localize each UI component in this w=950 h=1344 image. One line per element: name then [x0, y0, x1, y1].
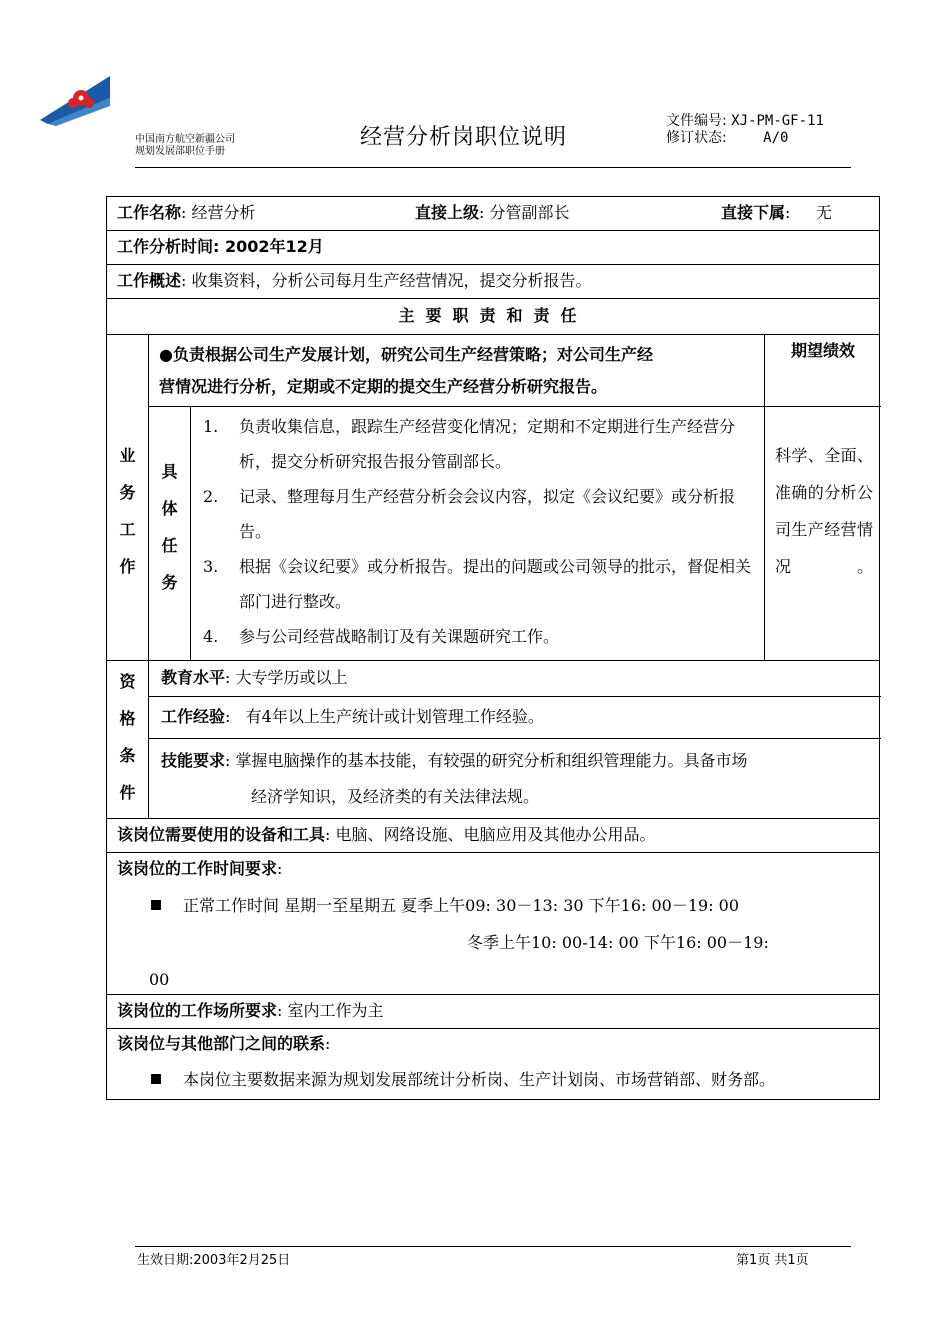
- experience-row: 工作经验: 有4年以上生产统计或计划管理工作经验。: [149, 697, 881, 739]
- list-item: [203, 409, 756, 479]
- job-description-table: [106, 196, 880, 1100]
- qualifications-label: [107, 661, 149, 818]
- education-value: 大专学历或以上: [235, 668, 348, 687]
- equipment-label: 该岗位需要使用的设备和工具: [117, 825, 326, 844]
- overview-row: 工作概述: 收集资料，分析公司每月生产经营情况，提交分析报告。: [107, 265, 879, 299]
- workplace-row: 该岗位的工作场所要求: 室内工作为主: [107, 995, 879, 1029]
- relations-row: [107, 1029, 879, 1099]
- airline-kapok-logo-icon: [40, 76, 110, 126]
- performance-header: 期望绩效: [764, 335, 881, 407]
- vertical-char: 具: [161, 462, 178, 481]
- footer-rule: [135, 1246, 851, 1247]
- equipment-row: 该岗位需要使用的设备和工具: 电脑、网络设施、电脑应用及其他办公用品。: [107, 819, 879, 853]
- task-number: 3.: [203, 557, 219, 576]
- experience-value: 有4年以上生产统计或计划管理工作经验。: [245, 707, 544, 726]
- vertical-char: 格: [119, 709, 136, 728]
- vertical-char: 作: [119, 557, 136, 576]
- hours-line-2: 冬季上午10: 00-14: 00 下午16: 00－19:: [467, 933, 769, 952]
- workplace-label: 该岗位的工作场所要求: [117, 1001, 278, 1020]
- revision-label: 修订状态:: [666, 130, 727, 146]
- task-number: 2.: [203, 487, 219, 506]
- relations-label: 该岗位与其他部门之间的联系: [117, 1034, 326, 1053]
- core-responsibility: [149, 335, 764, 407]
- square-bullet-icon: [151, 900, 161, 910]
- hours-line-1-container: [107, 887, 879, 924]
- relations-head: 该岗位与其他部门之间的联系:: [117, 1034, 331, 1053]
- hours-label: 该岗位的工作时间要求: [117, 859, 278, 878]
- hours-line-1: 正常工作时间 星期一至星期五 夏季上午09: 30－13: 30 下午16: 00－19: 00: [183, 896, 740, 915]
- skills-line-1: 掌握电脑操作的基本技能，有较强的研究分析和组织管理能力。具备市场: [235, 751, 748, 770]
- page-number: 第1页 共1页: [736, 1253, 809, 1268]
- relations-line-container: [107, 1061, 879, 1098]
- overview-label: 工作概述: [117, 271, 182, 290]
- superior-value: 分管副部长: [489, 203, 570, 222]
- equipment-value: 电脑、网络设施、电脑应用及其他办公用品。: [335, 825, 656, 844]
- vertical-char: 条: [119, 746, 136, 765]
- task-text: 负责收集信息，跟踪生产经营变化情况；定期和不定期进行生产经营分析，提交分析研究报告报分管副部长。: [239, 417, 736, 471]
- hours-line-3: 00: [149, 970, 170, 989]
- square-bullet-icon: [151, 1074, 161, 1084]
- task-text: 根据《会议纪要》或分析报告。提出的问题或公司领导的批示，督促相关部门进行整改。: [239, 557, 752, 611]
- file-no-label: 文件编号:: [666, 113, 727, 129]
- task-number: 4.: [203, 627, 219, 646]
- vertical-char: 务: [161, 573, 178, 592]
- relations-value: 本岗位主要数据来源为规划发展部统计分析岗、生产计划岗、市场营销部、财务部。: [183, 1070, 776, 1089]
- vertical-char: 工: [119, 520, 136, 539]
- business-work-label: [107, 335, 149, 660]
- analysis-time: 工作分析时间: 2002年12月: [117, 237, 324, 256]
- vertical-char: 任: [161, 536, 178, 555]
- page-title: 经营分析岗职位说明: [360, 125, 568, 150]
- skills-line-2: 经济学知识，及经济类的有关法律法规。: [251, 787, 540, 806]
- hours-row: [107, 853, 879, 995]
- subordinate-value: 无: [815, 203, 832, 222]
- header-rule: [135, 167, 851, 168]
- vertical-char: 业: [119, 446, 136, 465]
- specific-tasks-label: [149, 407, 191, 661]
- task-text: 记录、整理每月生产经营分析会会议内容，拟定《会议纪要》或分析报告。: [239, 487, 736, 541]
- superior-label: 直接上级: [415, 203, 480, 222]
- org-line-1: 中国南方航空新疆公司: [135, 134, 235, 145]
- revision-value: A/0: [763, 130, 789, 146]
- superior-cell: 直接上级: 分管副部长: [415, 203, 570, 222]
- job-name-label: 工作名称: [117, 203, 182, 222]
- list-item: [203, 549, 756, 619]
- job-name-cell: 工作名称: 经营分析: [117, 203, 256, 222]
- overview-value: 收集资料，分析公司每月生产经营情况，提交分析报告。: [191, 271, 592, 290]
- experience-label: 工作经验: [161, 707, 226, 726]
- org-line-2: 规划发展部职位手册: [135, 146, 225, 157]
- qualifications-block: [107, 661, 879, 819]
- effective-date: 生效日期:2003年2月25日: [137, 1253, 291, 1268]
- core-line-1: ●负责根据公司生产发展计划，研究公司生产经营策略；对公司生产经: [159, 345, 653, 364]
- job-name-value: 经营分析: [191, 203, 256, 222]
- vertical-char: 资: [119, 672, 136, 691]
- workplace-value: 室内工作为主: [287, 1001, 384, 1020]
- task-text: 参与公司经营战略制订及有关课题研究工作。: [239, 627, 560, 646]
- vertical-char: 体: [161, 499, 178, 518]
- file-no-value: XJ-PM-GF-11: [731, 113, 824, 129]
- job-title-row: [107, 197, 879, 231]
- hours-head: 该岗位的工作时间要求:: [117, 859, 283, 878]
- section-title-duties: 主要职责和责任: [107, 299, 879, 335]
- list-item: [203, 619, 756, 654]
- vertical-char: 件: [119, 783, 136, 802]
- analysis-time-row: [107, 231, 879, 265]
- skills-row: 技能要求: 掌握电脑操作的基本技能，有较强的研究分析和组织管理能力。具备市场 经济学知识，及经济类的有关法律法规。: [149, 739, 881, 819]
- subordinate-cell: 直接下属: 无: [721, 203, 832, 222]
- list-item: [203, 479, 756, 549]
- education-label: 教育水平: [161, 668, 226, 687]
- vertical-char: 务: [119, 483, 136, 502]
- org-name: [135, 134, 235, 158]
- task-number: 1.: [203, 417, 219, 436]
- subordinate-label: 直接下属: [721, 203, 786, 222]
- task-list: [191, 407, 764, 661]
- document-meta: [666, 113, 824, 147]
- duties-block: [107, 335, 879, 661]
- education-row: 教育水平: 大专学历或以上: [149, 661, 881, 697]
- skills-label: 技能要求: [161, 751, 226, 770]
- core-line-2: 营情况进行分析，定期或不定期的提交生产经营分析研究报告。: [159, 377, 608, 396]
- expected-performance: 科学、全面、准确的分析公司生产经营情况。: [764, 407, 881, 661]
